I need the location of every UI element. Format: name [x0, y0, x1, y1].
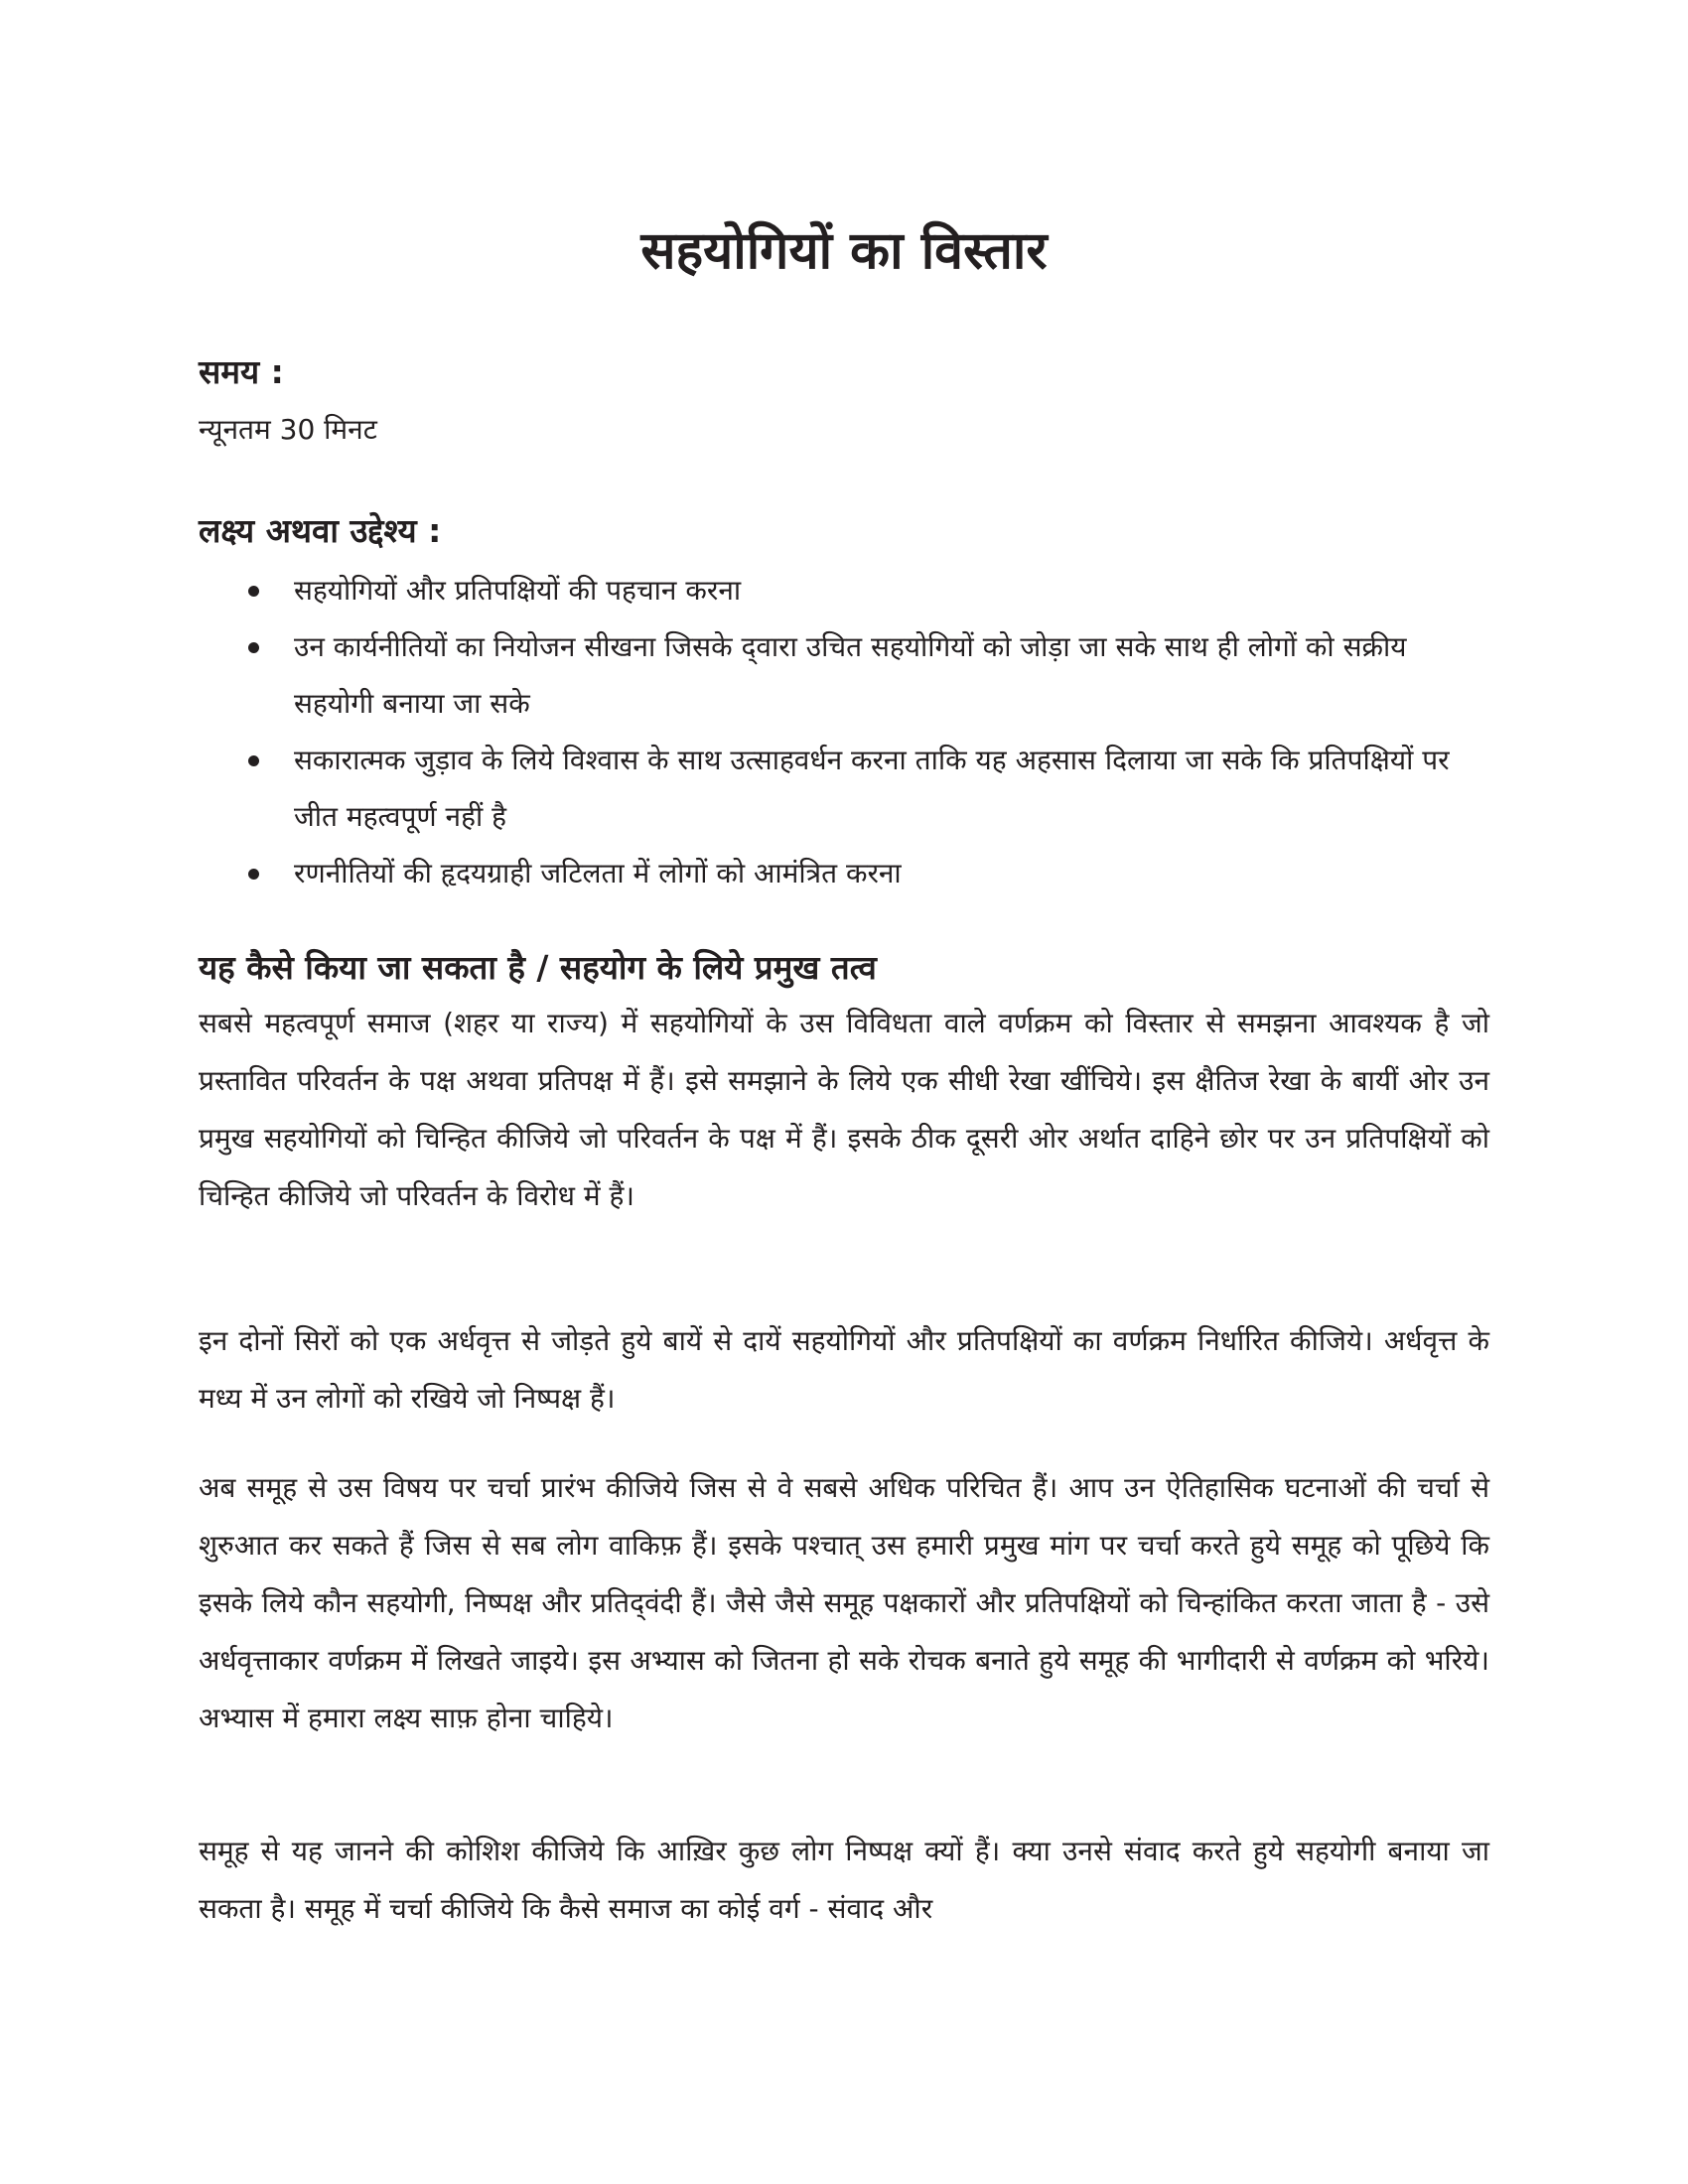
bullet-icon [248, 755, 259, 766]
paragraph: अब समूह से उस विषय पर चर्चा प्रारंभ कीजिये जिस से वे सबसे अधिक परिचित हैं। आप उन ऐतिहासिक घटनाओं की चर्चा से शुरुआत कर सकते हैं जिस से सब लोग वाकिफ़ हैं। इसके पश्चात्‌ उस हमारी प्रमुख मांग पर चर्चा करते हुये समूह को पूछिये कि इसके लिये कौन सहयोगी, निष्पक्ष और प्रतिद्‌वंदी हैं। जैसे जैसे समूह पक्षकारों और प्रतिपक्षियों को चिन्हांकित करता जाता है - उसे अर्धवृत्ताकार वर्णक्रम में लिखते जाइये। इस अभ्यास को जितना हो सके रोचक बनाते हुये समूह की भागीदारी से वर्णक्रम को भरिये। अभ्यास में हमारा लक्ष्य साफ़ होना चाहिये। [199, 1471, 1489, 1734]
objectives-label: लक्ष्य अथवा उद्देश्य : [199, 511, 442, 550]
document-title: सहयोगियों का विस्तार [640, 221, 1048, 281]
objective-item [199, 732, 1456, 845]
objective-text: उन कार्यनीतियों का नियोजन सीखना जिसके द्‌वारा उचित सहयोगियों को जोड़ा जा सके साथ ही लोगों को सक्रीय सहयोगी बनाया जा सके [294, 630, 1407, 720]
objective-text: सकारात्मक जुड़ाव के लिये विश्वास के साथ उत्साहवर्धन करना ताकि यह अहसास दिलाया जा सके कि प्रतिपक्षियों पर जीत महत्वपूर्ण नहीं है [294, 744, 1450, 833]
bullet-icon [248, 642, 259, 653]
objective-text: सहयोगियों और प्रतिपक्षियों की पहचान करना [294, 574, 742, 607]
objective-text: रणनीतियों की हृदयग्राही जटिलता में लोगों को आमंत्रित करना [294, 857, 902, 889]
time-label: समय : [199, 352, 284, 391]
paragraph: सबसे महत्वपूर्ण समाज (शहर या राज्य) में सहयोगियों के उस विविधता वाले वर्णक्रम को विस्तार से समझना आवश्यक है जो प्रस्तावित परिवर्तन के पक्ष अथवा प्रतिपक्ष में हैं। इसे समझाने के लिये एक सीधी रेखा खींचिये। इस क्षैतिज रेखा के बायीं ओर उन प्रमुख सहयोगियों को चिन्हित कीजिये जो परिवर्तन के पक्ष में हैं। इसके ठीक दूसरी ओर अर्थात दाहिने छोर पर उन प्रतिपक्षियों को चिन्हित कीजिये जो परिवर्तन के विरोध में हैं। [199, 1007, 1489, 1212]
objective-item [199, 618, 1456, 732]
objective-item [199, 562, 1456, 618]
paragraph: इन दोनों सिरों को एक अर्धवृत्त से जोड़ते हुये बायें से दायें सहयोगियों और प्रतिपक्षियों का वर्णक्रम निर्धारित कीजिये। अर्धवृत्त के मध्य में उन लोगों को रखिये जो निष्पक्ष हैं। [199, 1324, 1489, 1415]
time-value: न्यूनतम 30 मिनट [199, 413, 377, 446]
objective-item [199, 845, 1456, 901]
bullet-icon [248, 869, 259, 880]
section-heading: यह कैसे किया जा सकता है / सहयोग के लिये प्रमुख तत्व [199, 948, 877, 987]
objectives-list [199, 562, 1489, 901]
bullet-icon [248, 586, 259, 597]
paragraph: समूह से यह जानने की कोशिश कीजिये कि आख़िर कुछ लोग निष्पक्ष क्यों हैं। क्या उनसे संवाद करते हुये सहयोगी बनाया जा सकता है। समूह में चर्चा कीजिये कि कैसे समाज का कोई वर्ग - संवाद और [199, 1835, 1489, 1925]
